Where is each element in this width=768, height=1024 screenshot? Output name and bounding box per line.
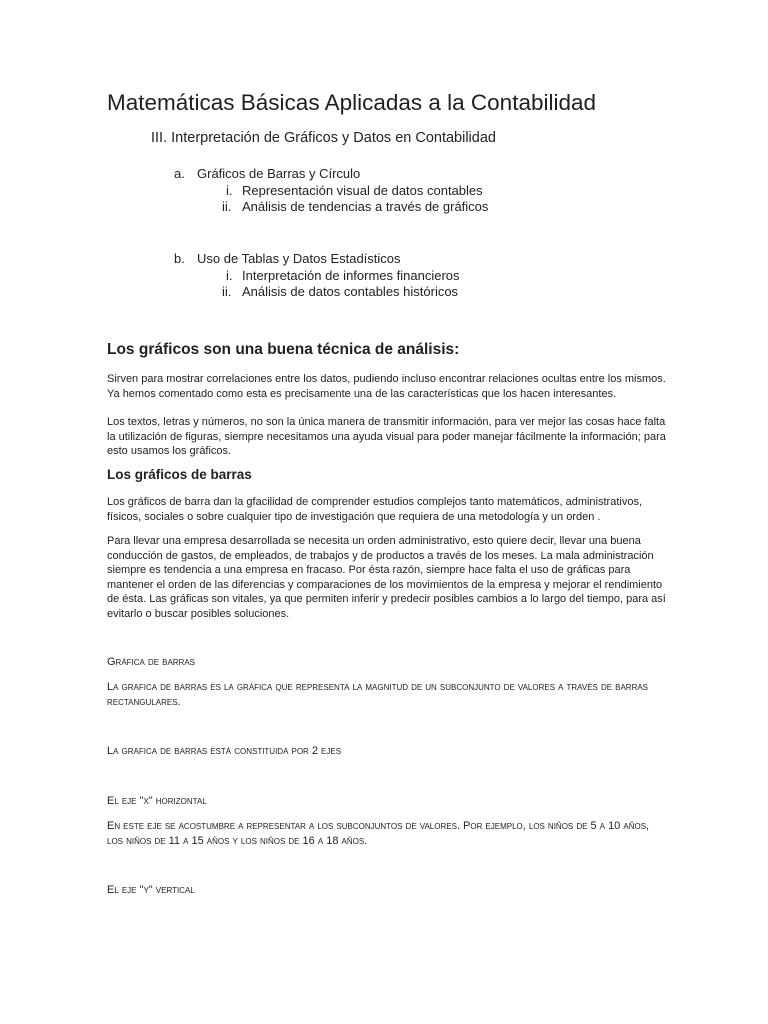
outline-marker-a-i: i.	[226, 183, 233, 198]
outline-item-a-ii: Análisis de tendencias a través de gráficos	[242, 199, 489, 214]
page-title: Matemáticas Básicas Aplicadas a la Contabilidad	[107, 90, 597, 115]
outline-item-b-i: Interpretación de informes financieros	[242, 268, 460, 283]
paragraph-company-order: Para llevar una empresa desarrollada se necesita un orden administrativo, esto quiere decir, llevar una buena conducción de gastos, de empleados, de trabajos y de productos a través de los meses. La mala administración siempre es tendencia a una empresa en fracaso. Por ésta razón, siempre hace falta el uso de gráficas para mantener el orden de las diferencias y comparaciones de los movimientos de la empresa y mejorar el rendimiento de ésta. Las gráficas son vitales, ya que permiten inferir y predecir posibles cambios a lo largo del tiempo, para así evitarlo o buscar posibles soluciones.	[107, 535, 666, 620]
outline-item-b: Uso de Tablas y Datos Estadísticos	[197, 251, 401, 266]
section-heading-iii: III. Interpretación de Gráficos y Datos en Contabilidad	[151, 130, 496, 146]
smallcaps-bar-graph-definition: La grafica de barras es la gráfica que representa la magnitud de un subconjunto de valores a través de barras rectangulares.	[107, 681, 649, 708]
smallcaps-y-axis-title: El eje "y" vertical	[107, 884, 195, 896]
heading-bar-graphs: Los gráficos de barras	[107, 467, 252, 482]
outline-marker-a-ii: ii.	[222, 199, 232, 214]
outline-item-b-ii: Análisis de datos contables históricos	[242, 284, 459, 299]
smallcaps-two-axes: La grafica de barras está constituida por 2 ejes	[107, 745, 342, 757]
paragraph-correlations: Sirven para mostrar correlaciones entre los datos, pudiendo incluso encontrar relaciones ocultas entre los mismos. Ya hemos comentado como esta es precisamente una de las características que los hacen interesantes.	[107, 373, 666, 400]
smallcaps-x-axis-description: En este eje se acostumbre a representar a los subconjuntos de valores. Por ejemplo, los niños de 5 a 10 años, los niños de 11 a 15 años y los niños de 16 a 18 años.	[107, 820, 650, 847]
smallcaps-x-axis-title: El eje "x" horizontal	[107, 795, 207, 807]
outline-item-a: Gráficos de Barras y Círculo	[197, 166, 361, 181]
outline-marker-b-ii: ii.	[222, 284, 232, 299]
paragraph-bar-graphs-intro: Los gráficos de barra dan la gfacilidad de comprender estudios complejos tanto matemáticos, administrativos, físicos, sociales o sobre cualquier tipo de investigación que requiera de una metodología y un orden .	[107, 496, 642, 523]
outline-marker-b: b.	[174, 251, 185, 266]
paragraph-visual-aid: Los textos, letras y números, no son la única manera de transmitir información, para ver mejor las cosas hace falta la utilización de figuras, siempre necesitamos una ayuda visual para poder manejar fácilmente la información; para esto usamos los gráficos.	[107, 416, 666, 457]
smallcaps-bar-graph-title: Gráfica de barras	[107, 656, 196, 668]
outline-marker-a: a.	[174, 166, 185, 181]
outline-marker-b-i: i.	[226, 268, 233, 283]
outline-item-a-i: Representación visual de datos contables	[242, 183, 483, 198]
heading-graphics-analysis: Los gráficos son una buena técnica de análisis:	[107, 341, 460, 358]
